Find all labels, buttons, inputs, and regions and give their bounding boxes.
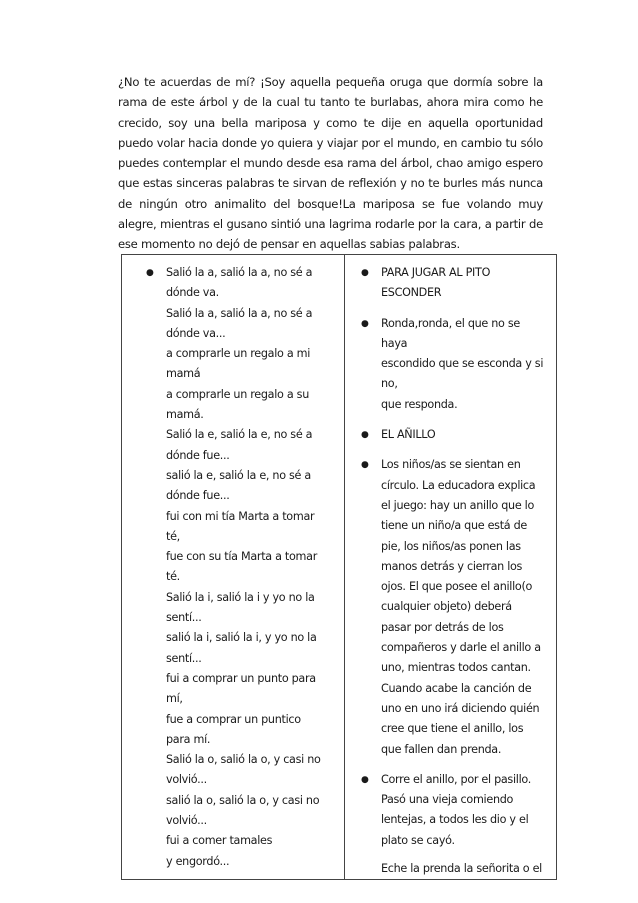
paragraph-line: volar hacia donde yo quiera y viajar por el mundo, en cambio tu sólo puedes bbox=[118, 135, 544, 171]
item-line: manos detrás y cierran los bbox=[381, 559, 523, 573]
paragraph-line: el gusano sintió una lagrima rodarle por la cara, a partir de ese momento no bbox=[118, 217, 543, 252]
item-line: tiene un niño/a que está de bbox=[381, 519, 527, 533]
paragraph-line: otro animalito del bosque!La mariposa se fue volando muy alegre, mientras bbox=[118, 196, 543, 232]
item-line: PARA JUGAR AL PITO bbox=[381, 266, 491, 279]
song-line: dónde va... bbox=[166, 326, 226, 340]
rhyme-item bbox=[345, 314, 556, 415]
item-line: no, bbox=[381, 377, 398, 391]
item-line: ojos. El que posee el anillo(o bbox=[381, 580, 533, 594]
song-line: fui a comprar un punto para bbox=[166, 671, 316, 685]
paragraph-line: contemplar el mundo desde esa rama del árbol, chao amigo espero que estas bbox=[118, 156, 543, 191]
bullet-icon: ● bbox=[361, 430, 369, 441]
item-line: compañeros y darle el anillo a bbox=[381, 641, 541, 655]
song-line: a comprarle un regalo a su bbox=[166, 387, 309, 401]
item-line: Cuando acabe la canción de bbox=[381, 681, 532, 695]
song-line: salió la i, salió la i, y yo no la bbox=[166, 631, 317, 645]
song-line: té. bbox=[166, 570, 180, 584]
item-line: Ronda,ronda, el que no se haya bbox=[381, 316, 520, 350]
game-title-item bbox=[345, 263, 556, 304]
rhyme-item bbox=[345, 770, 556, 851]
song-line: y engordó... bbox=[166, 854, 230, 868]
item-line: cualquier objeto) deberá bbox=[381, 600, 512, 614]
instructions-item bbox=[345, 455, 556, 759]
right-column-cell bbox=[345, 255, 557, 880]
song-line: té, bbox=[166, 529, 180, 543]
paragraph-line: dejó de pensar en aquellas sabias palabras. bbox=[215, 237, 460, 252]
song-line: mamá bbox=[166, 367, 201, 381]
item-line: lentejas, a todos les dio y el bbox=[381, 813, 529, 827]
story-paragraph bbox=[118, 72, 543, 255]
item-line: escondido que se esconda y si bbox=[381, 357, 544, 371]
item-line: Pasó una vieja comiendo bbox=[381, 793, 514, 807]
song-line: fue a comprar un puntico bbox=[166, 712, 301, 726]
song-line: para mí. bbox=[166, 732, 211, 746]
song-line: mamá. bbox=[166, 408, 204, 422]
paragraph-line: ¿No te acuerdas de mí? ¡Soy aquella pequeña oruga que dormía sobre la bbox=[118, 75, 543, 89]
songs-and-games-table bbox=[121, 254, 557, 880]
item-line: pie, los niños/as ponen las bbox=[381, 539, 521, 553]
prenda-line: Eche la prenda la señorita o el bbox=[381, 862, 542, 876]
song-line: a comprarle un regalo a mi bbox=[166, 347, 311, 361]
item-line: que responda. bbox=[381, 397, 458, 411]
song-line: fue con su tía Marta a tomar bbox=[166, 550, 317, 564]
song-line: salió la o, salió la o, y casi no bbox=[166, 793, 320, 807]
item-line: EL AÑILLO bbox=[381, 428, 436, 442]
item-line: que fallen dan prenda. bbox=[381, 742, 502, 756]
paragraph-line: crecido, soy una bella mariposa y como te dije en aquella oportunidad puedo bbox=[118, 115, 543, 150]
game-title-item bbox=[345, 425, 556, 445]
song-line: sentí... bbox=[166, 611, 202, 625]
paragraph-line: sinceras palabras te sirvan de reflexión y no te burles más nunca de ningún bbox=[118, 176, 544, 211]
bullet-icon: ● bbox=[361, 460, 369, 471]
bullet-icon: ● bbox=[361, 318, 369, 329]
song-line: sentí... bbox=[166, 651, 202, 665]
song-line: Salió la a, salió la a, no sé a bbox=[166, 266, 313, 279]
item-line: uno, mientras todos cantan. bbox=[381, 661, 531, 675]
song-line: dónde fue... bbox=[166, 448, 230, 462]
song-line: salió la e, salió la e, no sé a bbox=[166, 468, 311, 482]
item-line: uno en uno irá diciendo quién bbox=[381, 701, 540, 715]
song-line: fui a comer tamales bbox=[166, 834, 273, 848]
item-line: cree que tiene el anillo, los bbox=[381, 722, 524, 736]
bullet-icon: ● bbox=[361, 774, 369, 785]
song-line: dónde fue... bbox=[166, 489, 230, 503]
song-line: Salió la a, salió la a, no sé a bbox=[166, 306, 313, 320]
song-line: fui con mi tía Marta a tomar bbox=[166, 509, 315, 523]
item-line: pasar por detrás de los bbox=[381, 620, 504, 634]
song-list-item bbox=[122, 255, 344, 872]
song-line: Salió la i, salió la i y yo no la bbox=[166, 590, 315, 604]
item-line: plato se cayó. bbox=[381, 833, 455, 847]
song-line: Salió la o, salió la o, y casi no bbox=[166, 753, 321, 767]
song-line: volvió... bbox=[166, 814, 207, 828]
item-line: Los niños/as se sientan en bbox=[381, 458, 521, 472]
item-line: ESCONDER bbox=[381, 286, 442, 300]
item-line: círculo. La educadora explica bbox=[381, 478, 536, 492]
bullet-icon: ● bbox=[146, 268, 154, 278]
item-line: Corre el anillo, por el pasillo. bbox=[381, 772, 531, 786]
song-line: dónde va. bbox=[166, 286, 219, 300]
item-line: el juego: hay un anillo que lo bbox=[381, 498, 535, 512]
paragraph-line: rama de este árbol y de la cual tu tanto te burlabas, ahora mira como he bbox=[118, 95, 543, 110]
left-column-cell bbox=[122, 255, 345, 880]
song-line: volvió... bbox=[166, 773, 207, 787]
bullet-icon: ● bbox=[361, 268, 369, 278]
song-line: Salió la e, salió la e, no sé a bbox=[166, 428, 313, 442]
song-line: mí, bbox=[166, 692, 183, 706]
